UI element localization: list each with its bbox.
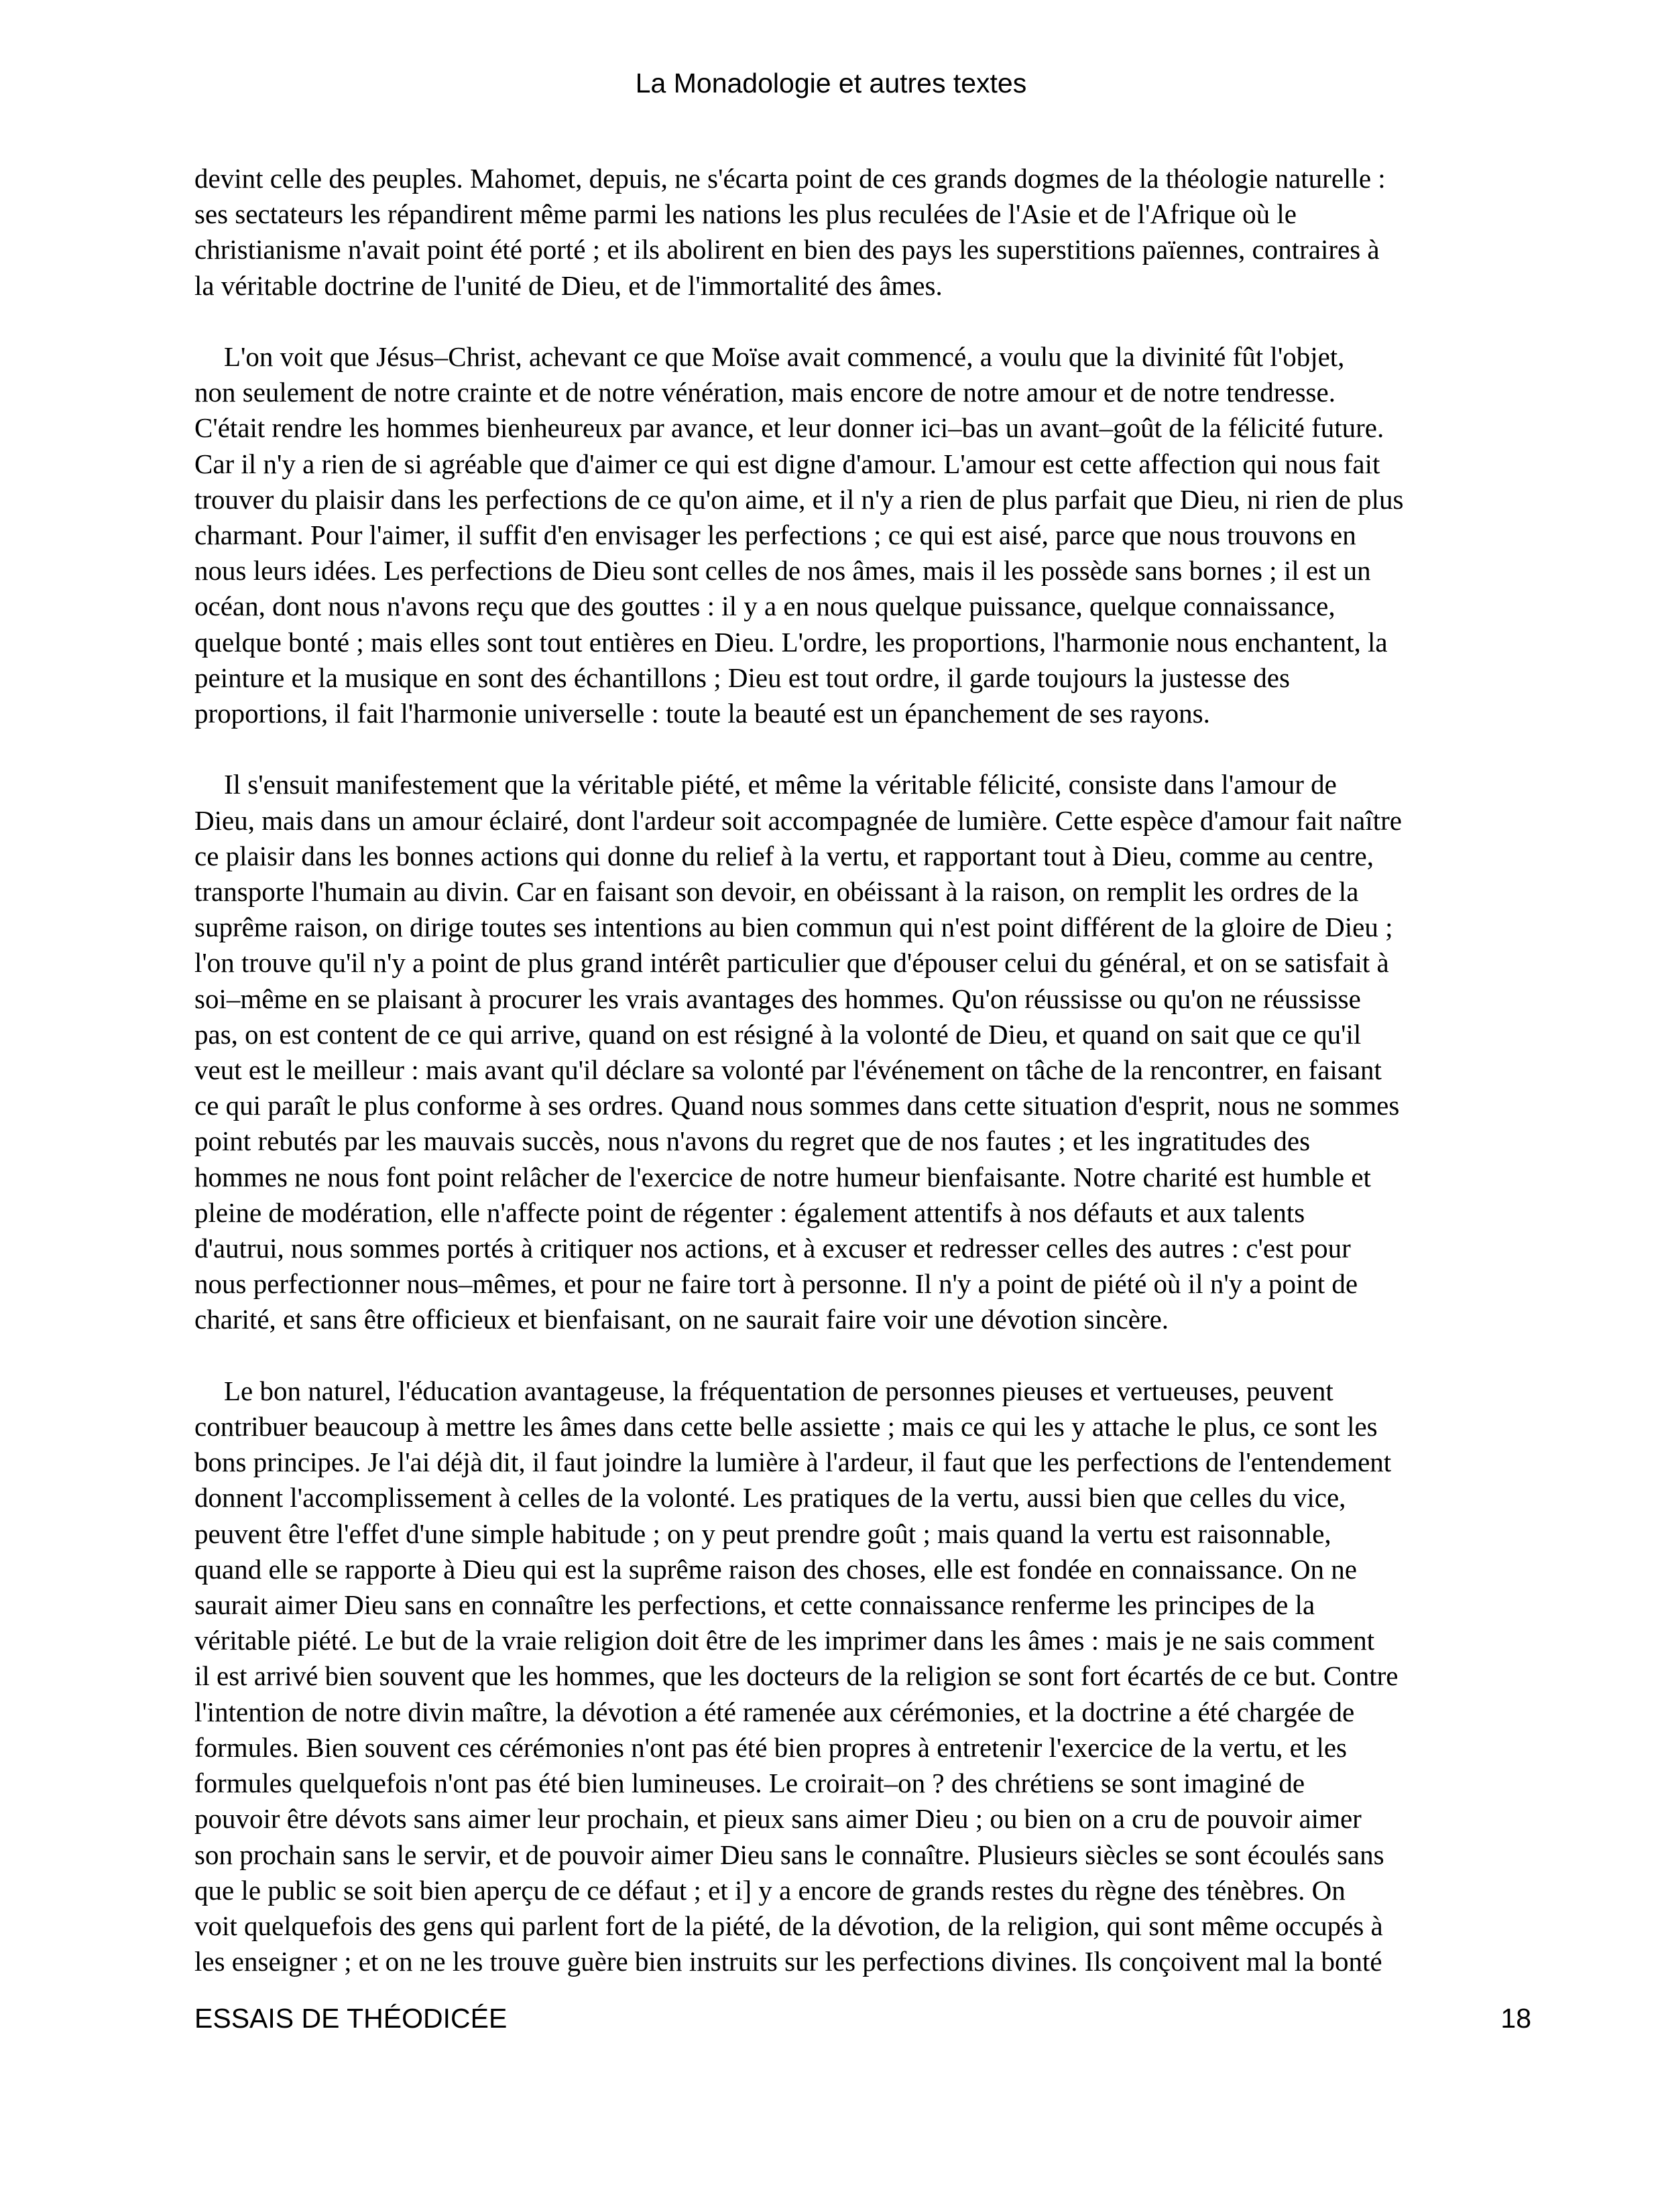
text-line: que le public se soit bien aperçu de ce défaut ; et i] y a encore de grands restes du règne des ténèbres. On [194, 1874, 1346, 1906]
text-line: Dieu, mais dans un amour éclairé, dont l'ardeur soit accompagnée de lumière. Cette espèce d'amour fait naître [194, 804, 1402, 836]
footer-book-title: ESSAIS DE THÉODICÉE [194, 2003, 508, 2034]
text-line: quand elle se rapporte à Dieu qui est la suprême raison des choses, elle est fondée en connaissance. On ne [194, 1553, 1357, 1585]
text-line: il est arrivé bien souvent que les hommes, que les docteurs de la religion se sont fort écartés de ce but. Contre [194, 1660, 1399, 1692]
text-line: donnent l'accomplissement à celles de la volonté. Les pratiques de la vertu, aussi bien que celles du vice, [194, 1482, 1346, 1514]
text-line: soi–même en se plaisant à procurer les vrais avantages des hommes. Qu'on réussisse ou qu'on ne réussisse [194, 983, 1361, 1014]
text-line: non seulement de notre crainte et de notre vénération, mais encore de notre amour et de notre tendresse. [194, 377, 1335, 408]
running-header-title: La Monadologie et autres textes [635, 68, 1027, 99]
text-line: l'on trouve qu'il n'y a point de plus grand intérêt particulier que d'épouser celui du général, et on se satisfait à [194, 947, 1389, 979]
text-line: hommes ne nous font point relâcher de l'exercice de notre humeur bienfaisante. Notre charité est humble et [194, 1161, 1371, 1192]
paragraph-4 [194, 1373, 1482, 1979]
text-line: pouvoir être dévots sans aimer leur prochain, et pieux sans aimer Dieu ; ou bien on a cru de pouvoir aimer [194, 1803, 1362, 1835]
text-line: devint celle des peuples. Mahomet, depuis, ne s'écarta point de ces grands dogmes de la théologie naturelle : [194, 163, 1386, 194]
text-line: L'on voit que Jésus–Christ, achevant ce que Moïse avait commencé, a voulu que la divinité fût l'objet, [224, 341, 1345, 372]
body-text [194, 161, 1482, 2016]
text-line: suprême raison, on dirige toutes ses intentions au bien commun qui n'est point différent de la gloire de Dieu ; [194, 912, 1393, 943]
paragraph-3 [194, 767, 1482, 1337]
text-line: Il s'ensuit manifestement que la véritable piété, et même la véritable félicité, consiste dans l'amour de [224, 769, 1337, 800]
text-line: contribuer beaucoup à mettre les âmes dans cette belle assiette ; mais ce qui les y attache le plus, ce sont les [194, 1411, 1378, 1442]
text-line: d'autrui, nous sommes portés à critiquer nos actions, et à excuser et redresser celles des autres : c'est pour [194, 1233, 1351, 1264]
text-line: ce qui paraît le plus conforme à ses ordres. Quand nous sommes dans cette situation d'esprit, nous ne sommes [194, 1090, 1400, 1121]
text-line: veut est le meilleur : mais avant qu'il déclare sa volonté par l'événement on tâche de la rencontrer, en faisant [194, 1054, 1382, 1086]
text-line: bons principes. Je l'ai déjà dit, il faut joindre la lumière à l'ardeur, il faut que les perfections de l'entendement [194, 1447, 1392, 1478]
text-line: christianisme n'avait point été porté ; et ils abolirent en bien des pays les superstitions païennes, contraires à [194, 234, 1380, 265]
text-line: C'était rendre les hommes bienheureux par avance, et leur donner ici–bas un avant–goût de la félicité future. [194, 412, 1384, 444]
paragraph-1 [194, 161, 1482, 304]
text-line: transporte l'humain au divin. Car en faisant son devoir, en obéissant à la raison, on remplit les ordres de la [194, 876, 1359, 908]
text-line: ses sectateurs les répandirent même parmi les nations les plus reculées de l'Asie et de l'Afrique où le [194, 198, 1297, 230]
text-line: formules quelquefois n'ont pas été bien lumineuses. Le croirait–on ? des chrétiens se sont imaginé de [194, 1768, 1305, 1799]
text-line: nous leurs idées. Les perfections de Dieu sont celles de nos âmes, mais il les possède sans bornes ; il est un [194, 555, 1371, 587]
text-line: voit quelquefois des gens qui parlent fort de la piété, de la dévotion, de la religion, qui sont même occupés à [194, 1910, 1383, 1941]
text-line: pas, on est content de ce qui arrive, quand on est résigné à la volonté de Dieu, et quand on sait que ce qu'il [194, 1018, 1362, 1050]
text-line: ce plaisir dans les bonnes actions qui donne du relief à la vertu, et rapportant tout à Dieu, comme au centre, [194, 840, 1374, 871]
text-line: Car il n'y a rien de si agréable que d'aimer ce qui est digne d'amour. L'amour est cette affection qui nous fait [194, 448, 1380, 479]
paragraph-2 [194, 339, 1482, 731]
text-line: saurait aimer Dieu sans en connaître les perfections, et cette connaissance renferme les principes de la [194, 1589, 1315, 1621]
text-line: Le bon naturel, l'éducation avantageuse, la fréquentation de personnes pieuses et vertueuses, peuvent [224, 1375, 1333, 1406]
text-line: point rebutés par les mauvais succès, nous n'avons du regret que de nos fautes ; et les ingratitudes des [194, 1125, 1311, 1157]
text-line: la véritable doctrine de l'unité de Dieu, et de l'immortalité des âmes. [194, 269, 943, 301]
text-line: peuvent être l'effet d'une simple habitude ; on y peut prendre goût ; mais quand la vertu est raisonnable, [194, 1518, 1331, 1549]
text-line: proportions, il fait l'harmonie universelle : toute la beauté est un épanchement de ses rayons. [194, 698, 1210, 729]
text-line: peinture et la musique en sont des échantillons ; Dieu est tout ordre, il garde toujours la justesse des [194, 662, 1290, 693]
text-line: pleine de modération, elle n'affecte point de régenter : également attentifs à nos défauts et aux talents [194, 1196, 1305, 1228]
text-line: charité, et sans être officieux et bienfaisant, on ne saurait faire voir une dévotion sincère. [194, 1304, 1169, 1335]
text-line: son prochain sans le servir, et de pouvoir aimer Dieu sans le connaître. Plusieurs siècles se sont écoulés sans [194, 1839, 1384, 1870]
text-line: charmant. Pour l'aimer, il suffit d'en envisager les perfections ; ce qui est aisé, parce que nous trouvons en [194, 519, 1356, 551]
text-line: véritable piété. Le but de la vraie religion doit être de les imprimer dans les âmes : mais je ne sais comment [194, 1625, 1375, 1656]
page-number: 18 [1500, 2003, 1531, 2034]
text-line: océan, dont nous n'avons reçu que des gouttes : il y a en nous quelque puissance, quelque connaissance, [194, 591, 1335, 622]
text-line: formules. Bien souvent ces cérémonies n'ont pas été bien propres à entretenir l'exercice de la vertu, et les [194, 1731, 1348, 1763]
text-line: les enseigner ; et on ne les trouve guère bien instruits sur les perfections divines. Ils conçoivent mal la bonté [194, 1946, 1382, 1977]
text-line: quelque bonté ; mais elles sont tout entières en Dieu. L'ordre, les proportions, l'harmonie nous enchantent, la [194, 626, 1388, 658]
text-line: l'intention de notre divin maître, la dévotion a été ramenée aux cérémonies, et la doctrine a été chargée de [194, 1696, 1355, 1727]
text-line: trouver du plaisir dans les perfections de ce qu'on aime, et il n'y a rien de plus parfait que Dieu, ni rien de plus [194, 483, 1404, 515]
text-line: nous perfectionner nous–mêmes, et pour ne faire tort à personne. Il n'y a point de piété où il n'y a point de [194, 1268, 1358, 1300]
